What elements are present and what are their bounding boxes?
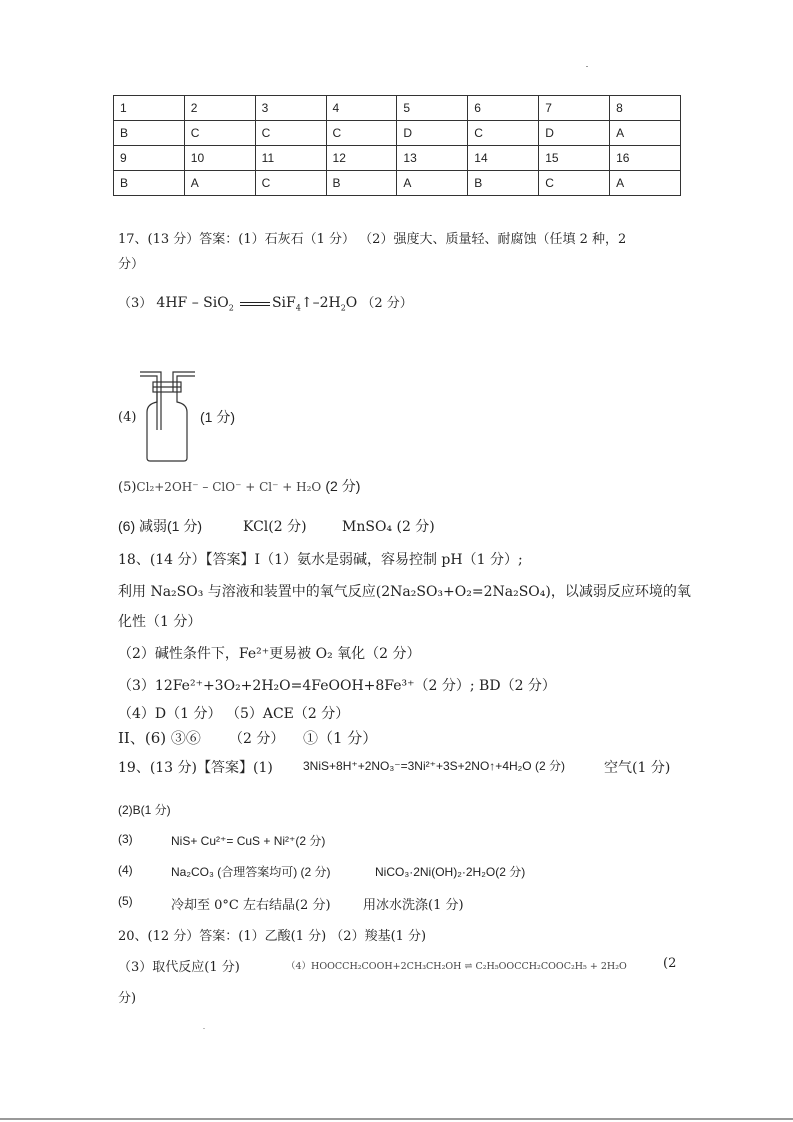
q19-p3-label: (3) — [118, 832, 133, 846]
q19-p4-label: (4) — [118, 863, 133, 877]
stray-mark-bottom — [203, 1028, 205, 1029]
table-cell: D — [397, 121, 468, 146]
q17-p4-score: (1 分) — [200, 409, 235, 425]
table-cell: 8 — [610, 96, 681, 121]
q19-p5-b: 用冰水洗涤(1 分) — [363, 898, 464, 913]
q17-p6-kcl: KCl(2 分) — [243, 519, 307, 535]
table-cell: C — [255, 171, 326, 196]
table-cell: 14 — [468, 146, 539, 171]
q17-part5 — [118, 476, 360, 496]
table-cell: 6 — [468, 96, 539, 121]
q19-line1-head: 19、(13 分)【答案】(1) — [118, 760, 273, 776]
q18-line2: 利用 Na₂SO₃ 与溶液和装置中的氧气反应(2Na₂SO₃+O₂=2Na₂SO₄)，以减弱反应环境的氧 — [118, 584, 691, 600]
table-row — [114, 96, 681, 121]
q19-p5-a: 冷却至 0°C 左右结晶(2 分) — [171, 898, 331, 913]
q17-line1b: 分） — [118, 257, 145, 272]
q17-part3 — [118, 292, 413, 313]
q20-line2-a: （3）取代反应(1 分) — [118, 960, 240, 975]
table-cell: 1 — [114, 96, 185, 121]
table-cell: C — [184, 121, 255, 146]
q17-p6-label: (6) 减弱(1 分) — [118, 518, 202, 534]
q17-p6-mnso4: MnSO₄ (2 分) — [342, 519, 435, 535]
table-cell: A — [610, 121, 681, 146]
table-cell: C — [468, 121, 539, 146]
q20-line2-b: （4）HOOCCH₂COOH+2CH₃CH₂OH ⇌ C₂H₅OOCCH₂COOC₂H₅ + 2H₂O — [286, 961, 627, 972]
q17-p3-score: （2 分） — [361, 296, 413, 311]
q18-line7-a: II、(6) ③⑥ — [118, 729, 201, 747]
q17-p5-label: (5) — [118, 480, 137, 495]
q17-p3-rhs2-sub: 2 — [340, 303, 346, 313]
table-cell: 3 — [255, 96, 326, 121]
table-cell: A — [610, 171, 681, 196]
table-cell: C — [255, 121, 326, 146]
table-cell: C — [539, 171, 610, 196]
q18-line6: （4）D（1 分） （5）ACE（2 分） — [118, 706, 350, 722]
q17-p5-score: (2 分) — [325, 478, 361, 494]
q19-p3: NiS+ Cu²⁺= CuS + Ni²⁺(2 分) — [171, 834, 326, 848]
q17-p3-lhs: 4HF – SiO — [156, 295, 229, 311]
table-cell: 4 — [326, 96, 397, 121]
table-row — [114, 146, 681, 171]
q17-p3-label: （3） — [118, 296, 153, 311]
table-cell: B — [114, 121, 185, 146]
table-cell: C — [326, 121, 397, 146]
q17-p3-rhs2: –2H — [312, 295, 341, 311]
q19-p5-label: (5) — [118, 894, 133, 908]
q19-p2: (2)B(1 分) — [118, 803, 171, 817]
q17-p3-rhs: SiF — [271, 295, 296, 311]
table-cell: D — [539, 121, 610, 146]
gas-washing-bottle-icon — [137, 368, 199, 464]
table-cell: A — [184, 171, 255, 196]
q19-p4-a: Na₂CO₃ (合理答案均可) (2 分) — [171, 865, 331, 879]
q17-p4-label: (4) — [118, 410, 137, 425]
q19-p4-b: NiCO₃·2Ni(OH)₂·2H₂O(2 分) — [375, 865, 526, 879]
table-cell: 13 — [397, 146, 468, 171]
q19-line1-equation: 3NiS+8H⁺+2NO₃⁻=3Ni²⁺+3S+2NO↑+4H₂O (2 分) — [303, 759, 565, 773]
q18-line7-c: ①（1 分） — [303, 729, 378, 747]
q20-line2-c: (2 — [663, 956, 677, 971]
q18-line5: （3）12Fe²⁺+3O₂+2H₂O=4FeOOH+8Fe³⁺（2 分）; BD（2 分） — [118, 678, 556, 694]
table-cell: 12 — [326, 146, 397, 171]
q17-p3-rhs-sub: 4 — [295, 303, 301, 313]
q19-line1-air: 空气(1 分) — [604, 760, 671, 776]
page-bottom-rule — [0, 1118, 793, 1120]
table-cell: 10 — [184, 146, 255, 171]
table-row — [114, 171, 681, 196]
table-row — [114, 121, 681, 146]
table-cell: 11 — [255, 146, 326, 171]
q18-line3: 化性（1 分） — [118, 614, 202, 630]
q18-line4: （2）碱性条件下，Fe²⁺更易被 O₂ 氧化（2 分） — [118, 646, 421, 662]
q20-line1: 20、(12 分）答案：(1）乙酸(1 分) （2）羧基(1 分) — [118, 929, 427, 944]
table-cell: A — [397, 171, 468, 196]
q17-p3-rhs3: O — [345, 295, 358, 311]
table-cell: B — [468, 171, 539, 196]
table-cell: 9 — [114, 146, 185, 171]
stray-mark — [586, 66, 588, 67]
table-cell: 16 — [610, 146, 681, 171]
table-cell: 2 — [184, 96, 255, 121]
up-arrow-icon: ↑ — [300, 295, 313, 311]
answer-table — [113, 95, 681, 196]
table-cell: 7 — [539, 96, 610, 121]
q18-line1: 18、(14 分）【答案】Ⅰ（1）氨水是弱碱，容易控制 pH（1 分）; — [118, 552, 523, 568]
q20-line3: 分) — [118, 991, 137, 1006]
equals-double-line — [240, 302, 270, 306]
table-cell: B — [326, 171, 397, 196]
table-cell: B — [114, 171, 185, 196]
q17-p5-equation: Cl₂+2OH⁻ – ClO⁻ + Cl⁻ + H₂O — [136, 480, 322, 494]
q17-p3-lhs-sub: 2 — [228, 303, 234, 313]
q17-line1: 17、(13 分）答案：(1）石灰石（1 分） （2）强度大、质量轻、耐腐蚀（任填 2 种，2 — [118, 232, 627, 247]
q18-line7-b: （2 分） — [229, 731, 285, 747]
table-cell: 15 — [539, 146, 610, 171]
table-cell: 5 — [397, 96, 468, 121]
